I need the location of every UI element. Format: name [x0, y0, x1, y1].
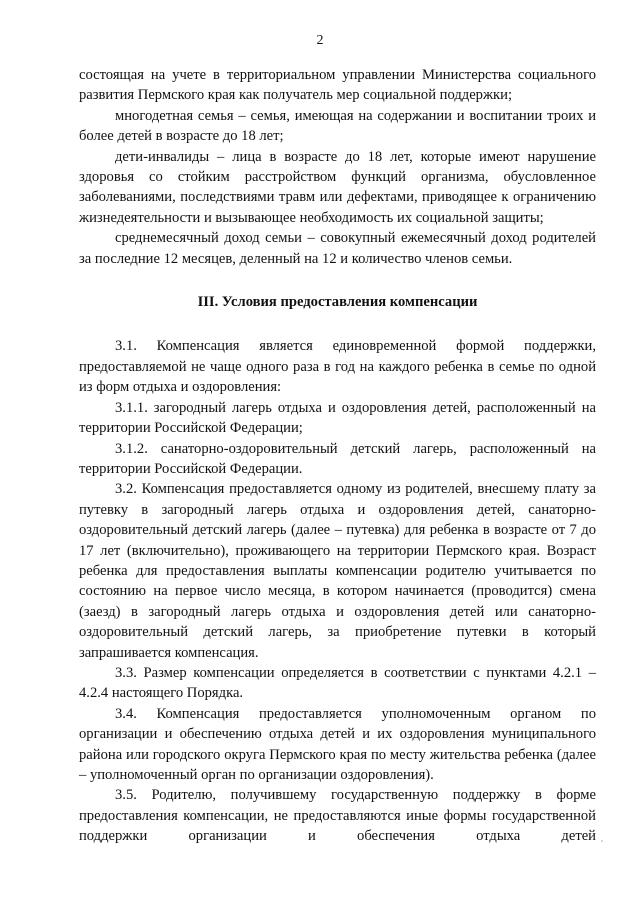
paragraph-average-income-definition: среднемесячный доход семьи – совокупный ежемесячный доход родителей за последние 12 месяцев, деленный на 12 и количество членов семьи.	[79, 230, 596, 267]
paragraph-3-3: 3.3. Размер компенсации определяется в соответствии с пунктами 4.2.1 – 4.2.4 настоящего Порядка.	[79, 664, 596, 702]
paragraph-3-2: 3.2. Компенсация предоставляется одному из родителей, внесшему плату за путевку в загородный лагерь отдыха и оздоровления детей, санаторно-оздоровительный детский лагерь (далее – путевка) для ребенка в возрасте от 7 до 17 лет (включительно), проживающего на территории Пермского края. Возраст ребенка для предоставления выплаты компенсации родителю учитывается по состоянию на первое число месяца, в котором начинается (проводится) смена (заезд) в загородный лагерь отдыха и оздоровления детей или санаторно-оздоровительный детский лагерь, за приобретение путевки в который запрашивается компенсация.	[79, 481, 596, 661]
paragraph-3-1: 3.1. Компенсация является единовременной формой поддержки, предоставляемой не чаще одного раза в год на каждого ребенка в семье по одной из форм отдыха и оздоровления:	[79, 338, 596, 396]
paragraph-registered-family: состоящая на учете в территориальном управлении Министерства социального развития Пермского края как получатель мер социальной поддержки;	[79, 67, 596, 104]
paragraph-3-1-1: 3.1.1. загородный лагерь отдыха и оздоровления детей, расположенный на территории Российской Федерации;	[79, 399, 596, 437]
paragraph-3-5: 3.5. Родителю, получившему государственную поддержку в форме предоставления компенсации, не предоставляются иные формы государственной поддержки организации и обеспечения отдыха детей	[79, 787, 596, 845]
paragraph-large-family-definition: многодетная семья – семья, имеющая на содержании и воспитании троих и более детей в возрасте до 18 лет;	[79, 107, 596, 145]
section-heading: III. Условия предоставления компенсации	[197, 294, 478, 311]
document-body	[79, 65, 596, 847]
scan-dot	[601, 840, 603, 842]
page-number: 2	[316, 33, 324, 48]
paragraph-disabled-children-definition: дети-инвалиды – лица в возрасте до 18 лет, которые имеют нарушение здоровья со стойким расстройством функций организма, обусловленное заболеваниями, последствиями травм или дефектами, приводящее к ограничению жизнедеятельности и вызывающее необходимость их социальной защиты;	[79, 148, 596, 226]
paragraph-3-1-2: 3.1.2. санаторно-оздоровительный детский лагерь, расположенный на территории Российской Федерации.	[79, 440, 596, 477]
paragraph-3-4: 3.4. Компенсация предоставляется уполномоченным органом по организации и обеспечению отдыха детей и их оздоровления муниципального района или городского округа Пермского края по месту жительства ребенка (далее – уполномоченный орган по организации оздоровления).	[79, 705, 596, 783]
